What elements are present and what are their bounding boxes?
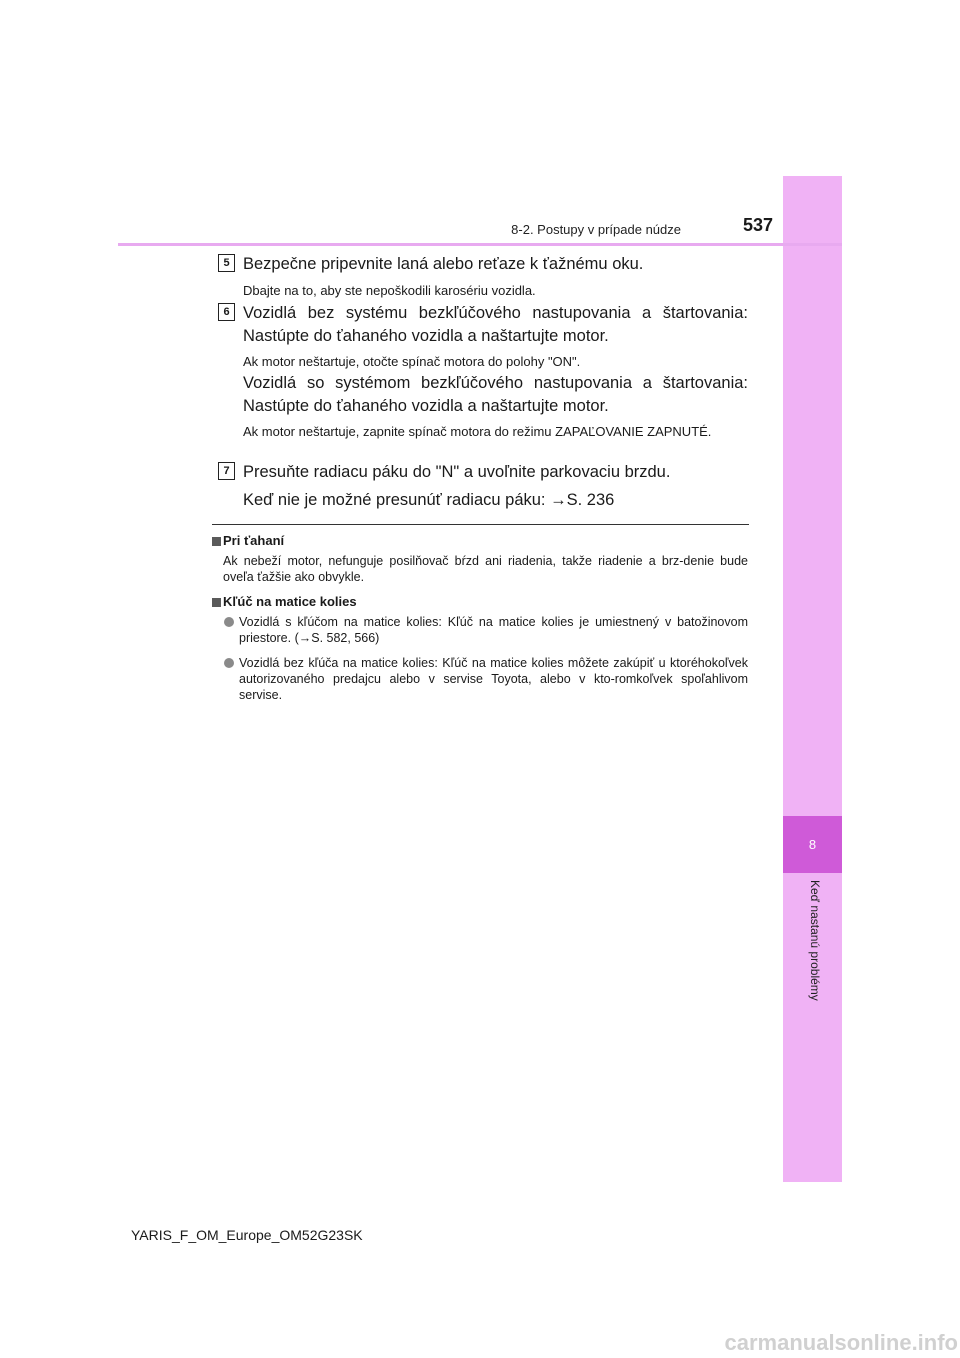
square-bullet-icon (212, 598, 221, 607)
towing-heading: Pri ťahaní (223, 533, 285, 548)
step-7-text-b: Keď nie je možné presunúť radiacu páku: →S. 236 (243, 491, 615, 509)
section-divider (212, 524, 749, 525)
step-6-note-b: Ak motor neštartuje, zapnite spínač motora do režimu ZAPAĽOVANIE ZAPNUTÉ. (243, 424, 712, 439)
step-badge-6: 6 (218, 303, 235, 321)
page-number: 537 (742, 215, 773, 235)
step-5-note: Dbajte na to, aby ste nepoškodili karosériu vozidla. (243, 283, 536, 298)
chapter-number: 8 (783, 816, 842, 873)
wrench-bullet-2: Vozidlá bez kľúča na matice kolies: Kľúč na matice kolies môžete zakúpiť u ktoréhokoľvek autorizovaného predajcu alebo v servise Toyota, alebo v kto-romkoľvek spoľahlivom servise. (239, 656, 748, 702)
wrench-bullet-1: Vozidlá s kľúčom na matice kolies: Kľúč na matice kolies je umiestnený v batožinovom priestore. (→S. 582, 566) (239, 615, 748, 645)
footer-doc-code: YARIS_F_OM_Europe_OM52G23SK (131, 1227, 363, 1243)
square-bullet-icon (212, 537, 221, 546)
step-5-text: Bezpečne pripevnite laná alebo reťaze k ťažnému oku. (243, 255, 644, 273)
header-rule (118, 243, 842, 246)
step-badge-7: 7 (218, 462, 235, 480)
round-bullet-icon (224, 617, 234, 627)
step-6-text-b: Vozidlá so systémom bezkľúčového nastupovania a štartovania: Nastúpte do ťahaného vozidla a naštartujte motor. (243, 374, 748, 415)
step-6-note-a: Ak motor neštartuje, otočte spínač motora do polohy "ON". (243, 354, 581, 369)
step-7-text: Presuňte radiacu páku do "N" a uvoľnite parkovaciu brzdu. (243, 463, 671, 481)
watermark: carmanualsonline.info (724, 1330, 958, 1355)
chapter-title: Keď nastanú problémy (808, 880, 822, 1001)
towing-body: Ak nebeží motor, nefunguje posilňovač bŕzd ani riadenia, takže riadenie a brz-denie bude oveľa ťažšie ako obvykle. (223, 554, 748, 584)
step-badge-5: 5 (218, 254, 235, 272)
wrench-heading: Kľúč na matice kolies (223, 594, 357, 609)
round-bullet-icon (224, 658, 234, 668)
step-6-text-a: Vozidlá bez systému bezkľúčového nastupovania a štartovania: Nastúpte do ťahaného vozidla a naštartujte motor. (243, 304, 748, 345)
header-section-title: 8-2. Postupy v prípade núdze (511, 222, 681, 237)
